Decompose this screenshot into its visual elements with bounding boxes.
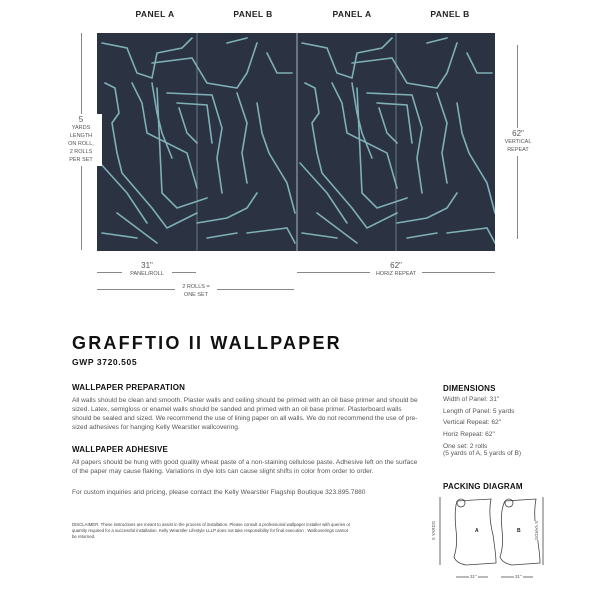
product-code: GWP 3720.505 bbox=[72, 357, 138, 367]
roll-width-label: 31" bbox=[470, 574, 477, 579]
dimension-item: Vertical Repeat: 62" bbox=[443, 419, 502, 426]
contact-text: For custom inquiries and pricing, please contact the Kelly Wearstler Flagship Boutique 323.895.7880 bbox=[72, 489, 366, 496]
product-title: GRAFFTIO II WALLPAPER bbox=[72, 333, 342, 353]
dimension-item: Width of Panel: 31" bbox=[443, 396, 500, 403]
length-dimension: 5 YARDS LENGTH ON ROLL, 2 ROLLS PER SET bbox=[60, 114, 102, 166]
roll-length-label: 5 YARDS bbox=[533, 521, 539, 540]
roll-length-label: 5 YARDS bbox=[430, 521, 436, 540]
roll-a-label: A bbox=[475, 528, 479, 534]
adhesive-text: All papers should be hung with good quality wheat paste of a non-staining cellulose paste. Adhesive left on the surface of the paper may cause flaking. Variations in dye lots can cause slight shifts in color from order to order. bbox=[72, 459, 418, 475]
packing-diagram bbox=[436, 495, 556, 585]
panel-label: PANEL A bbox=[332, 9, 372, 19]
set-dimension: 2 ROLLS = ONE SET bbox=[175, 283, 217, 299]
wallpaper-pattern bbox=[97, 33, 495, 251]
roll-b-label: B bbox=[517, 528, 521, 534]
panel-label: PANEL B bbox=[233, 9, 273, 19]
horiz-repeat-dimension: 62" HORIZ REPEAT bbox=[370, 262, 422, 278]
panel-label: PANEL A bbox=[135, 9, 175, 19]
preparation-text: All walls should be clean and smooth. Plaster walls and ceiling should be primed with an oil base primer and should be sized. Latex, semigloss or enamel walls should be sanded and primed with an oil base primer. Plasterboard walls should be sealed and sized. We recommend the use of lining paper on all walls. We do not recommend the use of pre-sized adhesives for hanging Kelly Wearstler wallcovering. bbox=[72, 397, 418, 431]
roll-width-label: 31" bbox=[515, 574, 522, 579]
vertical-repeat-dimension: 62" VERTICAL REPEAT bbox=[497, 128, 539, 156]
dimension-item: Horiz Repeat: 62" bbox=[443, 431, 495, 438]
disclaimer: DISCLAIMER These instructions are meant to assist in the process of installation. Please consult a professional wallpaper installer with queries or quantity required for a successful installation. Kelly Wearstler Lifestyle LLLP does not take responsibility for final execution . Wallcoverings cannot be returned. bbox=[72, 522, 351, 539]
dimension-item: Length of Panel: 5 yards bbox=[443, 408, 515, 415]
dimensions-heading: DIMENSIONS bbox=[443, 384, 496, 393]
packing-heading: PACKING DIAGRAM bbox=[443, 482, 523, 491]
preparation-heading: WALLPAPER PREPARATION bbox=[72, 383, 186, 392]
panel-label: PANEL B bbox=[430, 9, 470, 19]
dimension-item: (5 yards of A, 5 yards of B) bbox=[443, 450, 522, 457]
dimension-item: One set: 2 rolls bbox=[443, 443, 488, 450]
panel-width-dimension: 31" PANEL/ROLL bbox=[122, 262, 172, 278]
adhesive-heading: WALLPAPER ADHESIVE bbox=[72, 445, 169, 454]
